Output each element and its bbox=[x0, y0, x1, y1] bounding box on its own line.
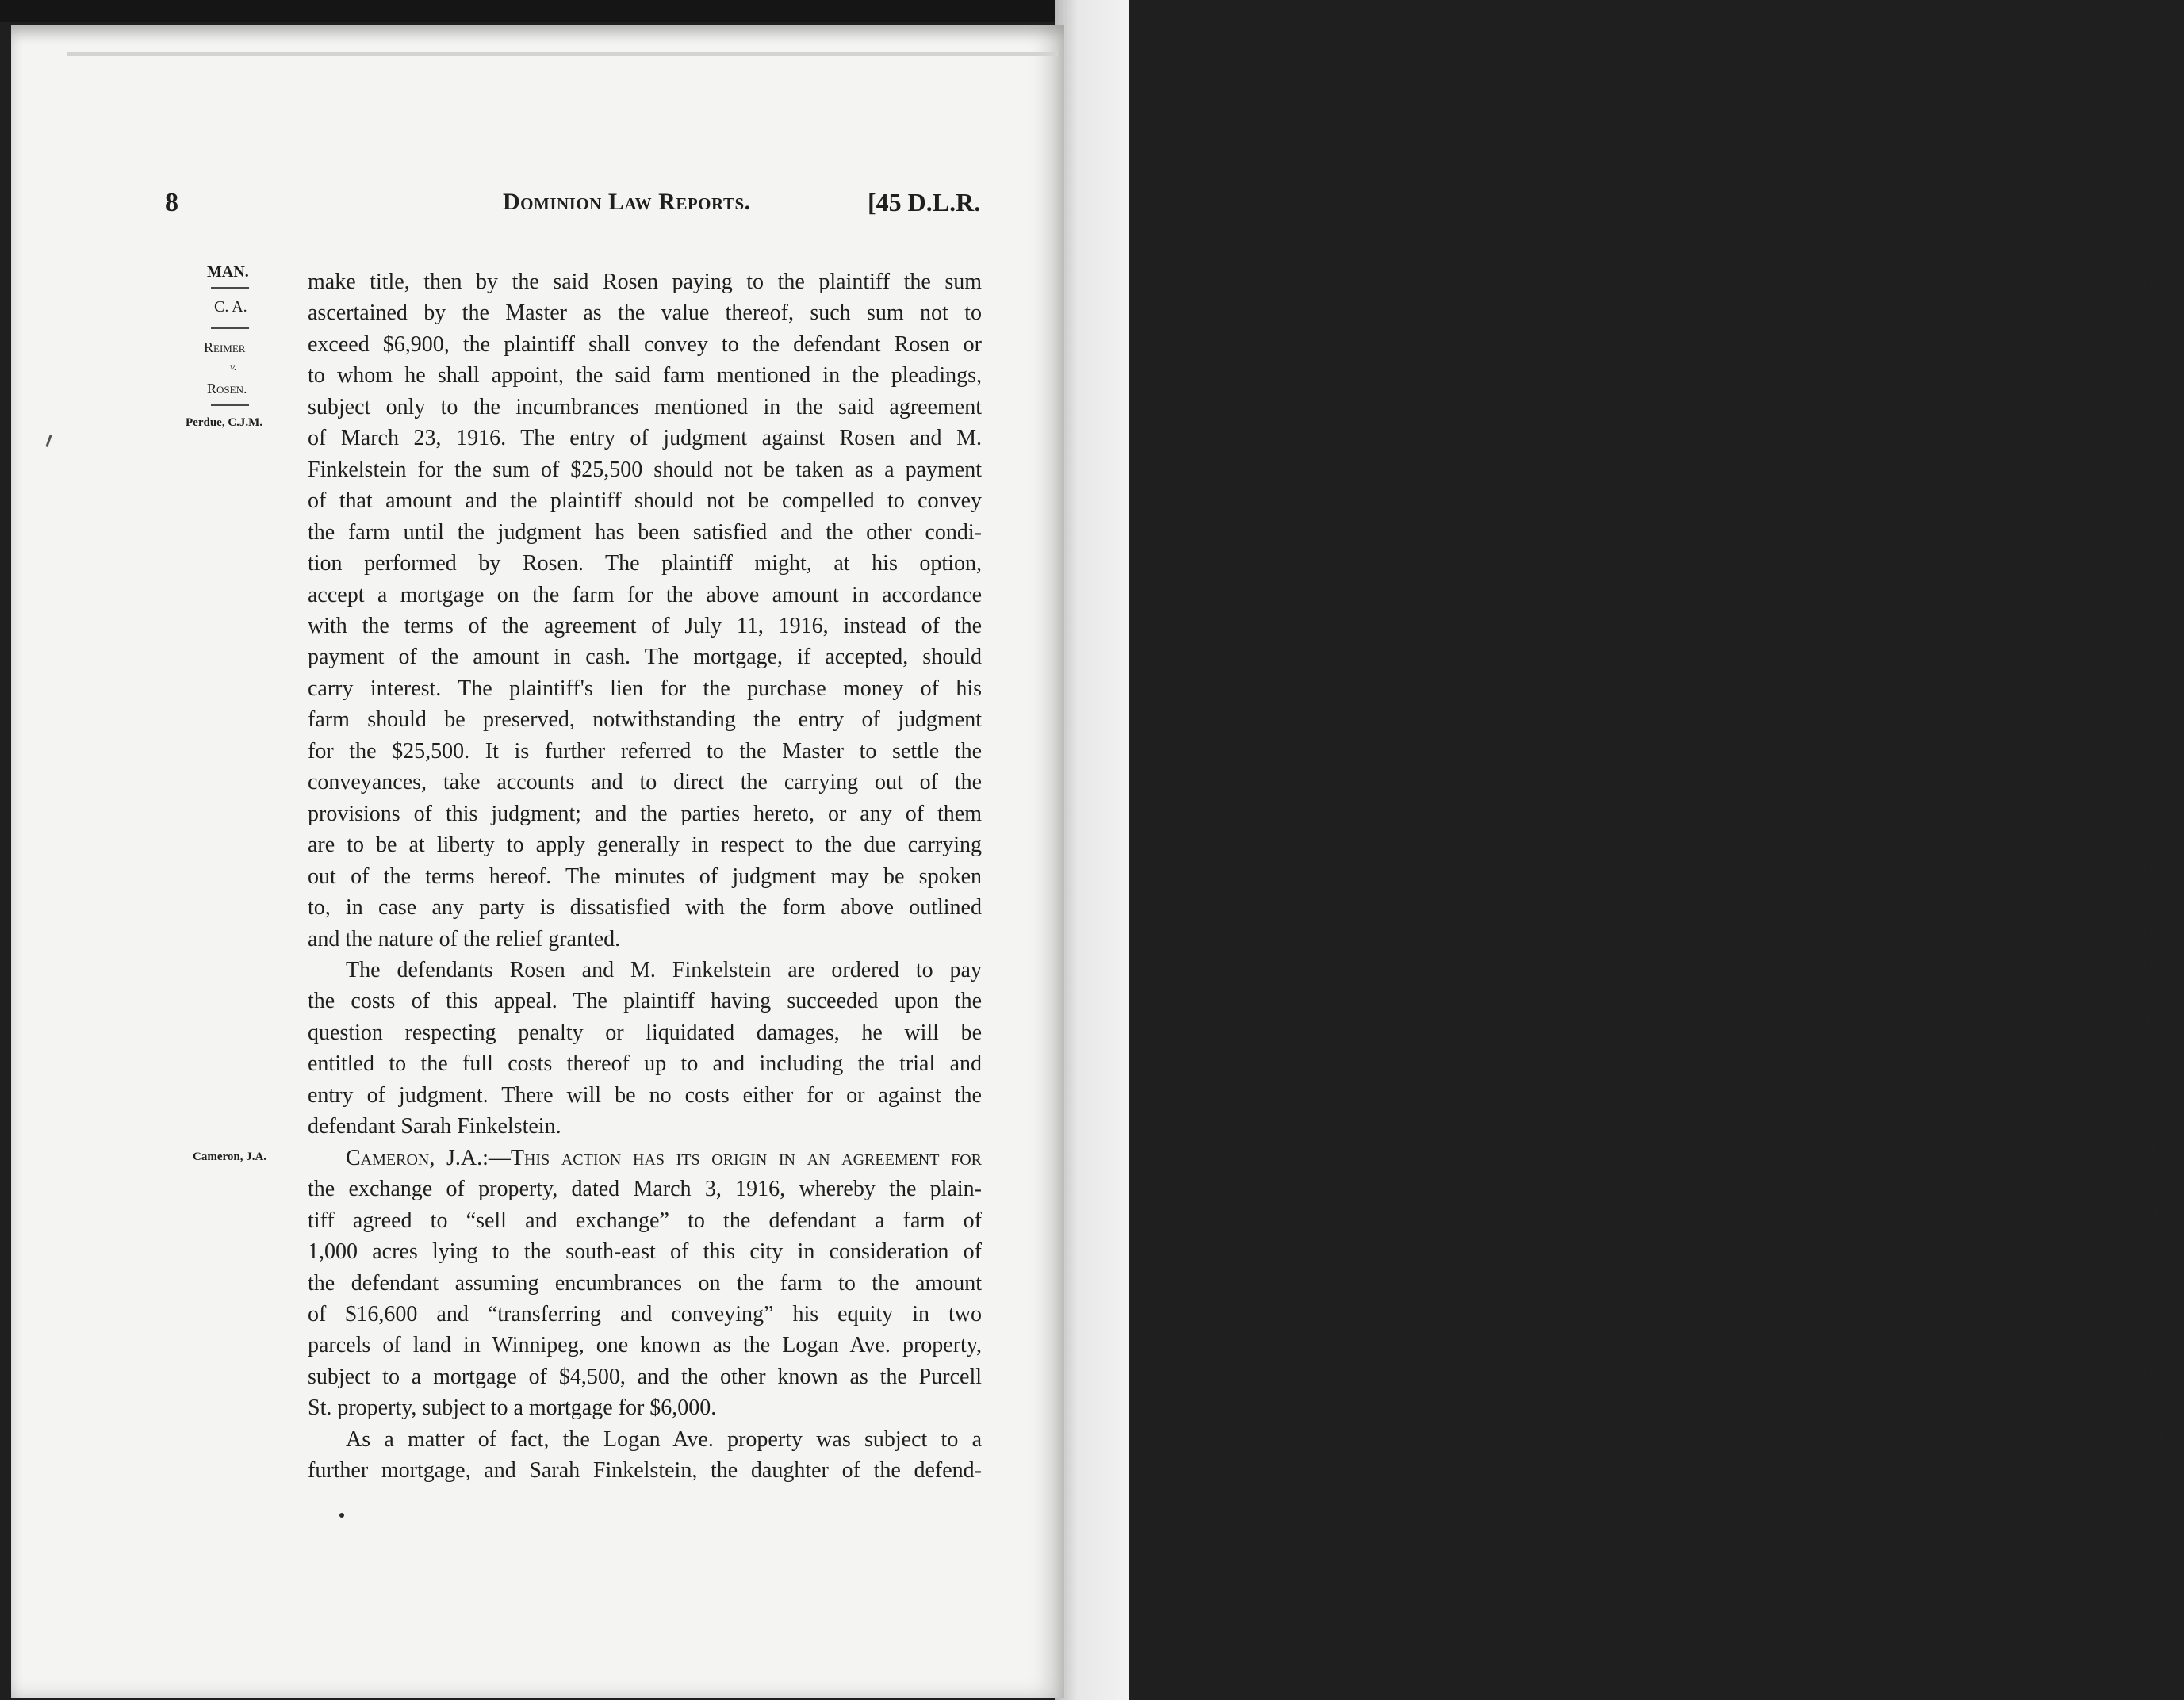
adjacent-page-fragment: of bbox=[2142, 1200, 2162, 1225]
adjacent-page-fragment: n bbox=[2142, 852, 2154, 878]
text-line-03: exceed $6,900, the plaintiff shall convey to the defendant Rosen or bbox=[308, 332, 982, 357]
text-line-02: ascertained by the Master as the value thereof, such sum not to bbox=[308, 301, 982, 325]
text-line-37: St. property, subject to a mortgage for $6,000. bbox=[308, 1396, 717, 1420]
adjacent-page-fragment: el bbox=[2142, 1103, 2159, 1128]
text-line-31: tiff agreed to “sell and exchange” to the defendant a farm of bbox=[308, 1208, 982, 1233]
margin-division: C. A. bbox=[214, 298, 247, 316]
scan-speck bbox=[339, 1513, 344, 1518]
adjacent-page-fragment: v bbox=[2142, 538, 2154, 563]
adjacent-page-fragment: a bbox=[2142, 377, 2152, 402]
text-line-21: to, in case any party is dissatisfied with the form above outlined bbox=[308, 895, 982, 920]
text-line-35: parcels of land in Winnipeg, one known as the Logan Ave. property, bbox=[308, 1333, 982, 1357]
text-line-01: make title, then by the said Rosen paying to the plaintiff the sum bbox=[308, 270, 982, 294]
adjacent-page-fragment: p bbox=[2142, 345, 2154, 370]
text-line-33: the defendant assuming encumbrances on the farm to the amount bbox=[308, 1271, 982, 1296]
text-line-23: The defendants Rosen and M. Finkelstein are ordered to pay bbox=[346, 958, 982, 982]
text-line-06: of March 23, 1916. The entry of judgment against Rosen and M. bbox=[308, 426, 982, 450]
text-line-09: the farm until the judgment has been satisfied and the other condi- bbox=[308, 520, 982, 545]
text-line-11: accept a mortgage on the farm for the above amount in accordance bbox=[308, 583, 982, 607]
adjacent-page-fragment: c bbox=[2142, 787, 2152, 813]
text-line-16: for the $25,500. It is further referred to the Master to settle the bbox=[308, 739, 982, 764]
adjacent-page-fragment: $ bbox=[2142, 884, 2154, 909]
margin-rule-3 bbox=[211, 404, 249, 406]
adjacent-page-fragment: it bbox=[2142, 1358, 2155, 1384]
running-title: Dominion Law Reports. bbox=[503, 189, 751, 215]
text-line-14: carry interest. The plaintiff's lien for the purchase money of his bbox=[308, 676, 982, 701]
text-line-07: Finkelstein for the sum of $25,500 should not be taken as a payment bbox=[308, 458, 982, 482]
adjacent-page-fragment: an bbox=[2142, 1422, 2164, 1447]
adjacent-page-text bbox=[2137, 0, 2184, 1700]
text-line-05: subject only to the incumbrances mentioned in the said agreement bbox=[308, 395, 982, 419]
adjacent-page-fragment: t bbox=[2142, 601, 2149, 626]
adjacent-page-fragment: R bbox=[2142, 1263, 2158, 1288]
text-line-12: with the terms of the agreement of July 11, 1916, instead of the bbox=[308, 614, 982, 638]
text-line-25: question respecting penalty or liquidated damages, he will be bbox=[308, 1020, 982, 1045]
adjacent-page-fragment: s bbox=[2142, 569, 2151, 595]
text-line-36: subject to a mortgage of $4,500, and the other known as the Purcell bbox=[308, 1365, 982, 1389]
scan-top-border bbox=[0, 0, 1129, 22]
text-line-22: and the nature of the relief granted. bbox=[308, 927, 621, 951]
page-header bbox=[11, 186, 1064, 226]
margin-judge-perdue: Perdue, C.J.M. bbox=[186, 416, 263, 429]
adjacent-page-fragment: i bbox=[2142, 272, 2149, 297]
margin-party-1: Reimer bbox=[204, 339, 246, 355]
text-line-08: of that amount and the plaintiff should not be compelled to convey bbox=[308, 488, 982, 513]
document-page bbox=[11, 25, 1064, 1698]
text-line-29: Cameron, J.A.:—This action has its origin in an agreement for bbox=[346, 1146, 982, 1170]
text-line-04: to whom he shall appoint, the said farm mentioned in the pleadings, bbox=[308, 363, 982, 388]
margin-rule-1 bbox=[211, 287, 249, 289]
adjacent-page-fragment: e bbox=[2142, 313, 2152, 339]
text-line-39: further mortgage, and Sarah Finkelstein, the daughter of the defend- bbox=[308, 1458, 982, 1483]
adjacent-page-fragment: a bbox=[2142, 664, 2152, 690]
adjacent-page-fragment: cl bbox=[2142, 1071, 2159, 1097]
margin-versus: v. bbox=[230, 362, 237, 373]
adjacent-page-fragment: i bbox=[2142, 506, 2149, 531]
volume-reference: [45 D.L.R. bbox=[868, 188, 981, 216]
margin-judge-cameron: Cameron, J.A. bbox=[193, 1151, 267, 1163]
adjacent-page-fragment: t bbox=[2142, 633, 2149, 658]
text-line-18: provisions of this judgment; and the parties hereto, or any of them bbox=[308, 802, 982, 826]
adjacent-page-edge bbox=[1055, 0, 2164, 1700]
adjacent-page-fragment: u bbox=[2142, 696, 2154, 722]
adjacent-page-fragment: a bbox=[2142, 240, 2152, 266]
page-top-fold bbox=[67, 52, 1058, 56]
text-line-38: As a matter of fact, the Logan Ave. property was subject to a bbox=[346, 1427, 982, 1452]
adjacent-page-fragment: G bbox=[2142, 1295, 2159, 1320]
text-line-27: entry of judgment. There will be no costs either for or against the bbox=[308, 1083, 982, 1108]
adjacent-page-fragment: Fi bbox=[2142, 1231, 2162, 1257]
margin-pen-mark bbox=[45, 435, 52, 447]
margin-party-2: Rosen. bbox=[207, 381, 247, 396]
adjacent-page-fragment: tl bbox=[2142, 916, 2155, 941]
text-line-19: are to be at liberty to apply generally in respect to the due carrying bbox=[308, 833, 982, 857]
adjacent-page-fragment: sh bbox=[2142, 1453, 2163, 1479]
text-line-32: 1,000 acres lying to the south-east of this city in consideration of bbox=[308, 1239, 982, 1264]
adjacent-page-fragment: A bbox=[2142, 1040, 2159, 1065]
text-line-26: entitled to the full costs thereof up to and including the trial and bbox=[308, 1051, 982, 1076]
text-line-20: out of the terms hereof. The minutes of judgment may be spoken bbox=[308, 864, 982, 889]
page-number: 8 bbox=[165, 188, 178, 217]
text-line-15: farm should be preserved, notwithstanding the entry of judgment bbox=[308, 707, 982, 732]
margin-rule-2 bbox=[211, 327, 249, 329]
adjacent-page-fragment: H bbox=[2142, 1390, 2159, 1415]
margin-court: MAN. bbox=[207, 263, 249, 281]
adjacent-page-fragment: tl bbox=[2142, 948, 2155, 973]
text-line-34: of $16,600 and “transferring and conveying” his equity in two bbox=[308, 1302, 982, 1327]
text-line-28: defendant Sarah Finkelstein. bbox=[308, 1114, 561, 1139]
adjacent-page-fragment: p bbox=[2142, 442, 2154, 468]
adjacent-page-fragment: A bbox=[2142, 1135, 2159, 1160]
adjacent-page-fragment: se bbox=[2142, 1327, 2162, 1352]
adjacent-page-fragment: t bbox=[2142, 474, 2149, 500]
text-line-10: tion performed by Rosen. The plaintiff might, at his option, bbox=[308, 551, 982, 576]
text-line-30: the exchange of property, dated March 3, 1916, whereby the plain- bbox=[308, 1177, 982, 1201]
text-line-17: conveyances, take accounts and to direct the carrying out of the bbox=[308, 770, 982, 794]
adjacent-page-fragment: T bbox=[2142, 1008, 2156, 1033]
adjacent-page-fragment: n bbox=[2142, 756, 2154, 781]
text-line-13: payment of the amount in cash. The mortgage, if accepted, should bbox=[308, 645, 982, 669]
text-line-24: the costs of this appeal. The plaintiff having succeeded upon the bbox=[308, 989, 982, 1013]
